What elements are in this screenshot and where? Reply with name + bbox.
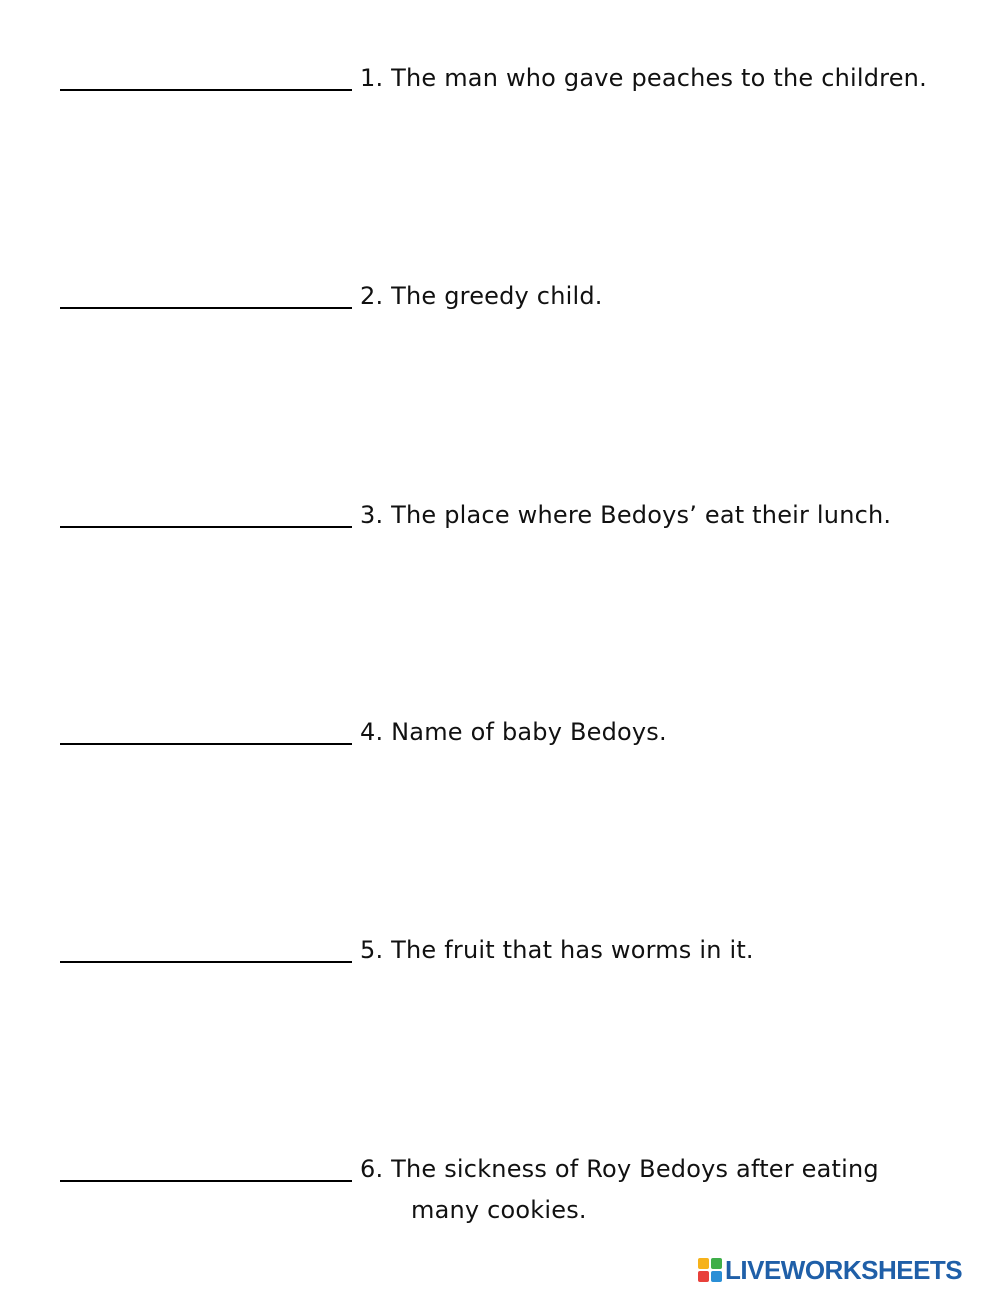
liveworksheets-logo-icon (698, 1258, 722, 1282)
question-4-text: 4. Name of baby Bedoys. (360, 718, 667, 746)
question-1-text: 1. The man who gave peaches to the children. (360, 64, 927, 92)
question-6-text: 6. The sickness of Roy Bedoys after eating (360, 1155, 879, 1183)
answer-blank-4[interactable] (60, 743, 352, 745)
question-5-text: 5. The fruit that has worms in it. (360, 936, 754, 964)
answer-blank-3[interactable] (60, 526, 352, 528)
question-3-text: 3. The place where Bedoys’ eat their lunch. (360, 501, 892, 529)
watermark-text: LIVEWORKSHEETS (725, 1254, 963, 1285)
answer-blank-1[interactable] (60, 89, 352, 91)
answer-blank-6[interactable] (60, 1180, 352, 1182)
answer-blank-5[interactable] (60, 961, 352, 963)
question-6-text-continued: many cookies. (411, 1196, 587, 1224)
liveworksheets-watermark (698, 1255, 962, 1285)
answer-blank-2[interactable] (60, 307, 352, 309)
question-2-text: 2. The greedy child. (360, 282, 603, 310)
